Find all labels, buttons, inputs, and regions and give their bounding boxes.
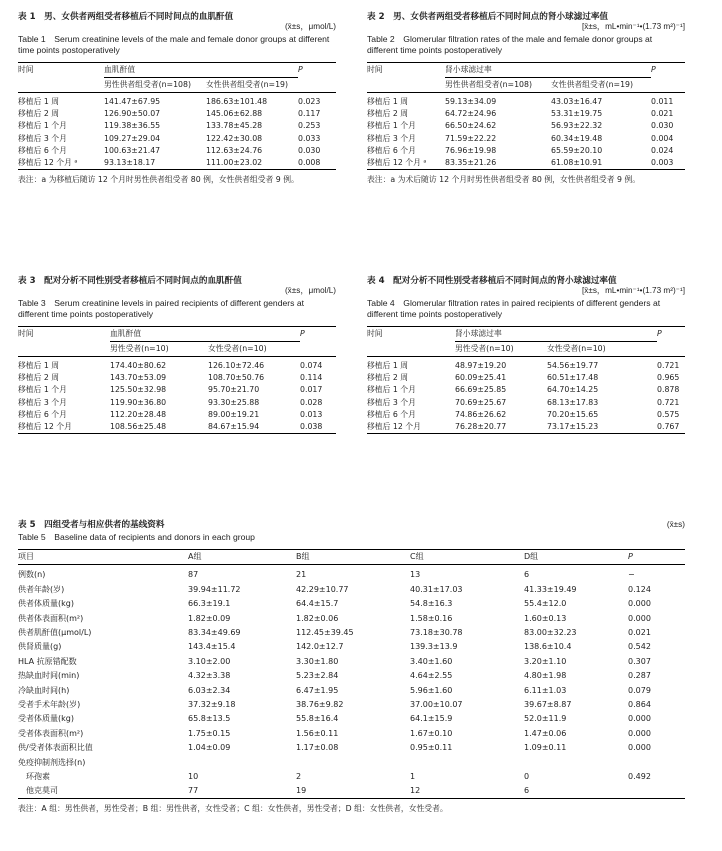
- table-cell: 0.004: [651, 133, 674, 143]
- table-cell: 0.287: [628, 671, 651, 681]
- table-cell: 6.11±1.03: [524, 685, 567, 695]
- table-cell: 39.67±8.87: [524, 699, 572, 709]
- table-cell: 移植后 6 个月: [18, 409, 67, 419]
- table-row: [18, 108, 336, 120]
- table-cell: 0.575: [657, 409, 680, 419]
- table-row: [18, 408, 336, 420]
- table-cell: 65.8±13.5: [188, 714, 231, 724]
- table-row: [18, 654, 685, 668]
- header-measure: 血肌酐值: [104, 62, 298, 77]
- table-cell: 1.82±0.06: [296, 613, 339, 623]
- table-row: [18, 741, 685, 755]
- table-cell: 40.31±17.03: [410, 584, 463, 594]
- header-p: P: [628, 550, 685, 565]
- table-cell: 59.13±34.09: [445, 97, 497, 107]
- table-cell: 0.492: [628, 771, 651, 781]
- header-group-b: B组: [296, 550, 410, 565]
- table-cell: 1.17±0.08: [296, 743, 339, 753]
- table-row: [18, 421, 336, 434]
- table-cell: 1.60±0.13: [524, 613, 567, 623]
- table-cell: 0.008: [298, 157, 336, 170]
- table-cell: 0.721: [657, 397, 680, 407]
- table-cell: 0.021: [651, 109, 674, 119]
- table-1-note: 表注：a 为移植后随访 12 个月时男性供者组受者 80 例，女性供者组受者 9 例。: [18, 174, 299, 184]
- table-cell: 87: [188, 570, 199, 580]
- table-cell: 66.3±19.1: [188, 599, 231, 609]
- table-cell: [410, 755, 524, 769]
- table-cell: 73.18±30.78: [410, 628, 463, 637]
- table-row: [18, 770, 685, 784]
- table-cell: 0.079: [628, 685, 651, 695]
- table-cell: 0.117: [298, 109, 321, 119]
- table-cell: 3.40±1.60: [410, 656, 453, 666]
- table-1: [18, 12, 336, 184]
- table-cell: 0.024: [651, 145, 674, 155]
- header-item: 项目: [18, 550, 188, 565]
- table-cell: 移植后 12 个月 ᵃ: [367, 157, 445, 170]
- table-cell: 0.878: [657, 385, 680, 395]
- header-measure: 血肌酐值: [110, 326, 300, 341]
- table-cell: 112.20±28.48: [110, 409, 167, 419]
- table-2-grid: [367, 62, 685, 170]
- table-cell: 1.56±0.11: [296, 728, 339, 738]
- table-cell: 1.04±0.09: [188, 743, 231, 753]
- table-cell: 供者体质量(kg): [18, 599, 74, 609]
- table-cell: 186.63±101.48: [206, 97, 268, 107]
- table-cell: 89.00±19.21: [208, 409, 260, 419]
- table-cell: 0.864: [628, 699, 651, 709]
- table-5-grid: [18, 549, 685, 799]
- table-cell: 53.31±19.75: [551, 109, 603, 119]
- table-cell: 19: [296, 784, 410, 799]
- table-cell: 55.8±16.4: [296, 714, 339, 724]
- table-cell: 21: [296, 570, 307, 580]
- table-row: [18, 565, 685, 583]
- table-cell: 38.76±9.82: [296, 699, 344, 709]
- table-cell: 环孢素: [18, 771, 50, 781]
- table-cell: 143.4±15.4: [188, 642, 236, 652]
- table-cell: 95.70±21.70: [208, 385, 260, 395]
- table-cell: 供者年龄(岁): [18, 584, 65, 594]
- table-cell: 41.33±19.49: [524, 584, 577, 594]
- table-cell: 0.307: [628, 656, 651, 666]
- table-3-title-en: Table 3 Serum creatinine levels in paired recipients of different genders at different time points postoperatively: [18, 298, 304, 319]
- table-cell: 0.721: [657, 361, 680, 371]
- table-cell: 93.13±18.17: [104, 157, 206, 170]
- table-cell: 1.67±0.10: [410, 728, 453, 738]
- table-cell: 0.000: [628, 728, 651, 738]
- table-cell: 112.45±39.45: [296, 628, 354, 637]
- table-cell: 70.69±25.67: [455, 397, 507, 407]
- table-cell: 移植后 2 周: [18, 109, 60, 119]
- table-cell: 移植后 2 周: [18, 373, 60, 383]
- table-3-title-cn: 表 3 配对分析不同性别受者移植后不同时间点的血肌酐值: [18, 276, 242, 286]
- table-row: [18, 611, 685, 625]
- table-row: [367, 372, 685, 384]
- table-cell: 83.00±32.23: [524, 628, 577, 637]
- table-2-body: [367, 92, 685, 169]
- table-2: [367, 12, 685, 184]
- table-cell: 移植后 3 个月: [18, 397, 67, 407]
- table-cell: [296, 755, 410, 769]
- table-cell: 1.82±0.09: [188, 613, 231, 623]
- table-5-note: 表注：A 组：男性供者，男性受者；B 组：男性供者，女性受者；C 组：女性供者，男性受者；D 组：女性供者，女性受者。: [18, 804, 448, 814]
- table-cell: 移植后 1 个月: [18, 121, 67, 131]
- table-1-title-en: Table 1 Serum creatinine levels of the male and female donor groups at different time points postoperatively: [18, 34, 330, 55]
- header-group-c: C组: [410, 550, 524, 565]
- table-cell: 109.27±29.04: [104, 133, 161, 143]
- table-cell: 70.20±15.65: [547, 409, 599, 419]
- table-cell: 65.59±20.10: [551, 145, 603, 155]
- table-5-title-en: Table 5 Baseline data of recipients and donors in each group: [18, 532, 255, 543]
- table-cell: 1.75±0.15: [188, 728, 231, 738]
- table-cell: 移植后 3 个月: [367, 133, 416, 143]
- table-4-body: [367, 356, 685, 433]
- table-cell: 3.10±2.00: [188, 656, 231, 666]
- table-cell: 64.70±14.25: [547, 385, 599, 395]
- table-cell: [524, 755, 628, 769]
- table-row: [367, 408, 685, 420]
- header-col1: 男性受者(n=10): [110, 341, 208, 356]
- table-4: [367, 276, 685, 434]
- table-cell: 0: [524, 771, 530, 781]
- table-row: [18, 784, 685, 799]
- table-cell: 76.96±19.98: [445, 145, 497, 155]
- table-row: [367, 421, 685, 434]
- table-cell: 0.023: [298, 97, 321, 107]
- table-cell: 移植后 12 个月 ᵃ: [18, 157, 104, 170]
- table-cell: 3.30±1.80: [296, 656, 339, 666]
- table-row: [367, 396, 685, 408]
- table-cell: 0.965: [657, 373, 680, 383]
- table-row: [18, 669, 685, 683]
- table-row: [367, 157, 685, 170]
- table-cell: 受者体质量(kg): [18, 714, 74, 724]
- header-p: P: [651, 62, 685, 77]
- header-col2: 女性供者组受者(n=19): [206, 77, 298, 92]
- table-3: [18, 276, 336, 434]
- table-cell: 移植后 1 周: [18, 97, 60, 107]
- table-cell: 例数(n): [18, 570, 46, 580]
- table-cell: 热缺血时间(min): [18, 671, 80, 681]
- table-row: [18, 640, 685, 654]
- table-row: [18, 356, 336, 372]
- header-col1: 男性供者组受者(n=108): [445, 77, 551, 92]
- table-row: [367, 384, 685, 396]
- table-cell: 60.09±25.41: [455, 373, 507, 383]
- table-1-unit: (x̄±s，μmol/L): [284, 22, 336, 32]
- table-4-title-cn: 表 4 配对分析不同性别受者移植后不同时间点的肾小球滤过率值: [367, 276, 617, 286]
- table-2-unit: [x̄±s，mL•min⁻¹•(1.73 m²)⁻¹]: [581, 22, 685, 32]
- table-cell: 受者体表面积(m²): [18, 728, 84, 738]
- table-row: [18, 372, 336, 384]
- table-cell: 1: [410, 771, 416, 781]
- table-1-title-cn: 表 1 男、女供者两组受者移植后不同时间点的血肌酐值: [18, 12, 234, 22]
- table-3-grid: [18, 326, 336, 434]
- table-cell: 移植后 1 周: [367, 97, 409, 107]
- table-row: [367, 120, 685, 132]
- table-cell: 6.03±2.34: [188, 685, 231, 695]
- table-cell: 供肾质量(g): [18, 642, 62, 652]
- header-time: 时间: [18, 326, 110, 341]
- table-cell: 68.13±17.83: [547, 397, 599, 407]
- header-col2: 女性受者(n=10): [547, 341, 657, 356]
- table-cell: 移植后 2 周: [367, 373, 409, 383]
- table-cell: 5.23±2.84: [296, 671, 339, 681]
- table-cell: 供/受者体表面积比值: [18, 743, 93, 753]
- table-cell: 6: [524, 784, 628, 799]
- table-cell: 77: [188, 784, 296, 799]
- table-cell: 0.033: [298, 133, 321, 143]
- table-2-note: 表注：a 为术后随访 12 个月时男性供者组受者 80 例，女性供者组受者 9 例。: [367, 174, 641, 184]
- header-col1: 男性受者(n=10): [455, 341, 547, 356]
- table-cell: 移植后 1 个月: [18, 385, 67, 395]
- table-5-header-row: [18, 550, 685, 565]
- table-cell: 54.56±19.77: [547, 361, 599, 371]
- table-cell: 66.50±24.62: [445, 121, 497, 131]
- table-4-title-en: Table 4 Glomerular filtration rates in paired recipients of different genders at different time points postoperatively: [367, 298, 661, 319]
- table-row: [18, 396, 336, 408]
- table-cell: −: [628, 570, 635, 580]
- table-cell: 0.000: [628, 743, 651, 753]
- table-cell: 0.003: [651, 157, 685, 170]
- table-cell: 0.95±0.11: [410, 743, 453, 753]
- table-cell: 0.038: [300, 421, 336, 434]
- table-cell: 66.69±25.85: [455, 385, 507, 395]
- table-cell: 1.58±0.16: [410, 613, 453, 623]
- table-cell: 0.013: [300, 409, 323, 419]
- table-cell: 0.124: [628, 584, 651, 594]
- table-row: [367, 92, 685, 108]
- table-row: [367, 356, 685, 372]
- table-row: [18, 132, 336, 144]
- table-row: [18, 384, 336, 396]
- table-cell: 6.47±1.95: [296, 685, 339, 695]
- table-row: [18, 726, 685, 740]
- table-cell: 119.38±36.55: [104, 121, 161, 131]
- table-cell: 0.542: [628, 642, 651, 652]
- table-cell: 54.8±16.3: [410, 599, 453, 609]
- table-5-unit: (x̄±s): [666, 520, 685, 529]
- table-cell: 0.000: [628, 714, 651, 724]
- table-cell: 0.021: [628, 628, 651, 637]
- table-cell: 0.767: [657, 421, 685, 434]
- table-2-title-en: Table 2 Glomerular filtration rates of the male and female donor groups at different time points postoperatively: [367, 34, 653, 55]
- table-cell: [628, 784, 685, 799]
- table-5-body: [18, 565, 685, 799]
- table-cell: [188, 755, 296, 769]
- table-cell: 76.28±20.77: [455, 421, 547, 434]
- table-cell: HLA 抗原错配数: [18, 656, 77, 666]
- table-row: [18, 92, 336, 108]
- table-cell: 64.1±15.9: [410, 714, 453, 724]
- table-cell: 73.17±15.23: [547, 421, 657, 434]
- table-cell: 移植后 2 周: [367, 109, 409, 119]
- table-cell: 60.51±17.48: [547, 373, 599, 383]
- table-cell: 52.0±11.9: [524, 714, 567, 724]
- table-row: [18, 597, 685, 611]
- table-cell: 免疫抑制剂选择(n): [18, 757, 86, 767]
- table-cell: 0.000: [628, 613, 651, 623]
- table-cell: 56.93±22.32: [551, 121, 603, 131]
- table-row: [18, 712, 685, 726]
- table-cell: 1.47±0.06: [524, 728, 567, 738]
- table-cell: 移植后 1 个月: [367, 385, 416, 395]
- table-cell: 143.70±53.09: [110, 373, 167, 383]
- header-group-d: D组: [524, 550, 628, 565]
- table-cell: 61.08±10.91: [551, 157, 651, 170]
- table-cell: 145.06±62.88: [206, 109, 263, 119]
- table-cell: 0.253: [298, 121, 321, 131]
- table-1-body: [18, 92, 336, 169]
- table-2-title-cn: 表 2 男、女供者两组受者移植后不同时间点的肾小球滤过率值: [367, 12, 609, 22]
- table-row: [18, 120, 336, 132]
- table-cell: 108.56±25.48: [110, 421, 208, 434]
- table-cell: 0.114: [300, 373, 323, 383]
- table-row: [18, 144, 336, 156]
- table-1-grid: [18, 62, 336, 170]
- table-cell: 10: [188, 771, 199, 781]
- table-cell: 4.80±1.98: [524, 671, 567, 681]
- header-time: 时间: [18, 62, 104, 77]
- table-row: [18, 683, 685, 697]
- table-row: [18, 698, 685, 712]
- header-measure: 肾小球滤过率: [455, 326, 657, 341]
- table-cell: 42.29±10.77: [296, 584, 349, 594]
- table-row: [18, 157, 336, 170]
- header-p: P: [657, 326, 685, 341]
- table-cell: 74.86±26.62: [455, 409, 507, 419]
- table-cell: 142.0±12.7: [296, 642, 344, 652]
- table-cell: 139.3±13.9: [410, 642, 458, 652]
- table-cell: 移植后 1 周: [367, 361, 409, 371]
- table-cell: 13: [410, 570, 421, 580]
- table-3-unit: (x̄±s，μmol/L): [284, 286, 336, 296]
- table-cell: 138.6±10.4: [524, 642, 572, 652]
- table-cell: 移植后 3 个月: [367, 397, 416, 407]
- table-4-unit: [x̄±s，mL•min⁻¹•(1.73 m²)⁻¹]: [581, 286, 685, 296]
- header-time: 时间: [367, 326, 455, 341]
- table-cell: 6: [524, 570, 530, 580]
- table-cell: 受者手术年龄(岁): [18, 699, 81, 709]
- table-row: [367, 144, 685, 156]
- header-measure: 肾小球滤过率: [445, 62, 651, 77]
- table-cell: 55.4±12.0: [524, 599, 567, 609]
- table-cell: 37.00±10.07: [410, 699, 463, 709]
- table-cell: 119.90±36.80: [110, 397, 167, 407]
- table-cell: 126.90±50.07: [104, 109, 161, 119]
- table-cell: 0.030: [651, 121, 674, 131]
- table-cell: 0.011: [651, 97, 674, 107]
- table-cell: 0.000: [628, 599, 651, 609]
- table-cell: 43.03±16.47: [551, 97, 603, 107]
- table-cell: 12: [410, 784, 524, 799]
- table-cell: 126.10±72.46: [208, 361, 265, 371]
- table-cell: 108.70±50.76: [208, 373, 265, 383]
- table-cell: 60.34±19.48: [551, 133, 603, 143]
- table-cell: 141.47±67.95: [104, 97, 161, 107]
- table-cell: 83.34±49.69: [188, 628, 241, 637]
- table-row: [367, 108, 685, 120]
- table-cell: 174.40±80.62: [110, 361, 167, 371]
- table-cell: 93.30±25.88: [208, 397, 260, 407]
- table-cell: 1.09±0.11: [524, 743, 567, 753]
- table-cell: 移植后 1 个月: [367, 121, 416, 131]
- table-cell: 83.35±21.26: [445, 157, 551, 170]
- table-cell: 5.96±1.60: [410, 685, 453, 695]
- header-col1: 男性供者组受者(n=108): [104, 77, 206, 92]
- table-cell: 100.63±21.47: [104, 145, 161, 155]
- table-5: [18, 520, 685, 814]
- table-cell: 2: [296, 771, 302, 781]
- table-cell: 71.59±22.22: [445, 133, 497, 143]
- table-3-body: [18, 356, 336, 433]
- header-p: P: [300, 326, 336, 341]
- table-cell: 0.030: [298, 145, 321, 155]
- table-row: [18, 582, 685, 596]
- table-cell: 84.67±15.94: [208, 421, 300, 434]
- table-row: [367, 132, 685, 144]
- table-cell: 64.72±24.96: [445, 109, 497, 119]
- header-time: 时间: [367, 62, 445, 77]
- table-cell: 移植后 6 个月: [18, 145, 67, 155]
- table-cell: 移植后 12 个月: [18, 421, 110, 434]
- table-cell: 供者肌酐值(μmol/L): [18, 628, 92, 637]
- table-4-grid: [367, 326, 685, 434]
- table-cell: 133.78±45.28: [206, 121, 263, 131]
- table-cell: [628, 755, 685, 769]
- table-cell: 0.028: [300, 397, 323, 407]
- header-p: P: [298, 62, 336, 77]
- table-cell: 他克莫司: [18, 784, 188, 799]
- table-cell: 122.42±30.08: [206, 133, 263, 143]
- table-cell: 移植后 12 个月: [367, 421, 455, 434]
- table-cell: 4.64±2.55: [410, 671, 453, 681]
- table-cell: 39.94±11.72: [188, 584, 241, 594]
- table-cell: 48.97±19.20: [455, 361, 507, 371]
- table-cell: 64.4±15.7: [296, 599, 339, 609]
- header-group-a: A组: [188, 550, 296, 565]
- table-cell: 112.63±24.76: [206, 145, 263, 155]
- table-cell: 移植后 6 个月: [367, 409, 416, 419]
- header-col2: 女性受者(n=10): [208, 341, 300, 356]
- table-cell: 供者体表面积(m²): [18, 613, 84, 623]
- table-row: [18, 626, 685, 640]
- table-cell: 111.00±23.02: [206, 157, 298, 170]
- table-5-title-cn: 表 5 四组受者与相应供者的基线资料: [18, 520, 165, 530]
- table-cell: 移植后 1 周: [18, 361, 60, 371]
- table-cell: 37.32±9.18: [188, 699, 236, 709]
- table-cell: 3.20±1.10: [524, 656, 567, 666]
- table-cell: 0.074: [300, 361, 323, 371]
- table-cell: 移植后 3 个月: [18, 133, 67, 143]
- table-cell: 0.017: [300, 385, 323, 395]
- table-cell: 125.50±32.98: [110, 385, 167, 395]
- table-cell: 4.32±3.38: [188, 671, 231, 681]
- table-cell: 冷缺血时间(h): [18, 685, 70, 695]
- table-row: [18, 755, 685, 769]
- header-col2: 女性供者组受者(n=19): [551, 77, 651, 92]
- table-cell: 移植后 6 个月: [367, 145, 416, 155]
